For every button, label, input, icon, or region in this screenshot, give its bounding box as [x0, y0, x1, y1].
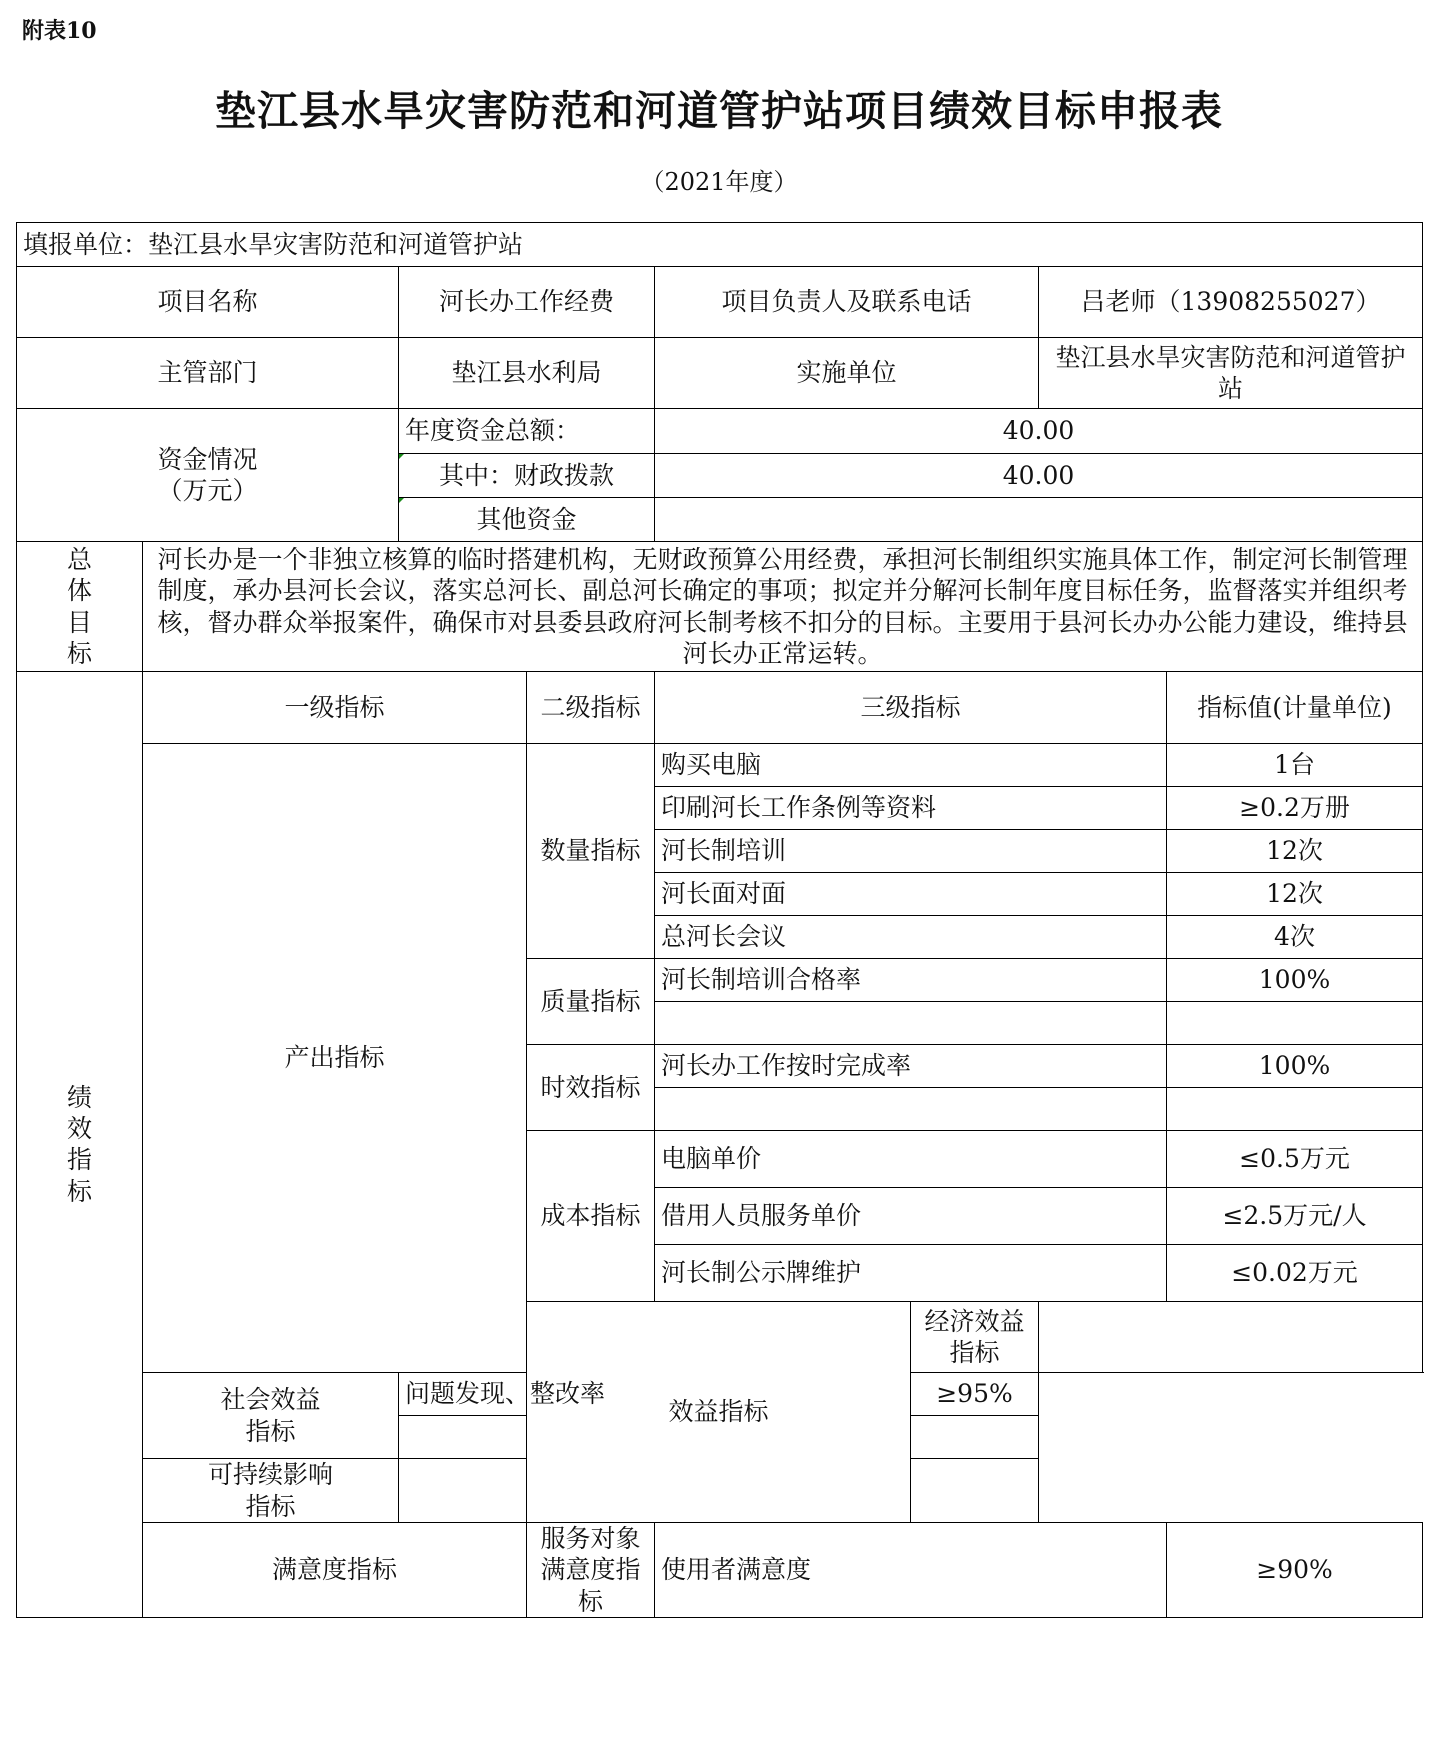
funds-total-value: 40.00: [655, 409, 1423, 454]
header-level2: 二级指标: [527, 672, 655, 744]
funds-other-label: 其他资金: [399, 498, 655, 542]
timeliness-indicators: 时效指标: [527, 1045, 655, 1131]
economic-benefit-indicators: 经济效益 指标: [911, 1302, 1039, 1373]
indicator-value: [911, 1459, 1039, 1523]
indicator-name: 河长制培训合格率: [655, 959, 1167, 1002]
indicator-name: 河长办工作按时完成率: [655, 1045, 1167, 1088]
form-title: 垫江县水旱灾害防范和河道管护站项目绩效目标申报表: [215, 87, 1223, 135]
benefit-indicators: 效益指标: [527, 1302, 911, 1523]
dept-label: 主管部门: [17, 338, 399, 409]
quantity-indicators: 数量指标: [527, 744, 655, 959]
indicator-value: ≤0.5万元: [1167, 1131, 1423, 1188]
overall-goal-text: 河长办是一个非独立核算的临时搭建机构，无财政预算公用经费，承担河长制组织实施具体工作，制定河长制管理制度，承办县河长会议，落实总河长、副总河长确定的事项；拟定并分解河长制年度目标任务，监督落实并组织考核，督办群众举报案件，确保市对县委县政府河长制考核不扣分的目标。主要用于县河长办办公能力建设，维持县河长办正常运转。: [143, 542, 1423, 672]
indicator-name: 电脑单价: [655, 1131, 1167, 1188]
header-level3: 三级指标: [655, 672, 1167, 744]
indicator-value: [1167, 1088, 1423, 1131]
indicator-name: [399, 1416, 911, 1459]
indicator-name: 总河长会议: [655, 916, 1167, 959]
performance-indicators-label: 绩 效 指 标: [17, 672, 143, 1618]
indicator-name: 使用者满意度: [655, 1523, 1167, 1618]
indicator-value: [911, 1416, 1039, 1459]
indicator-name: [399, 1459, 911, 1523]
impl-label: 实施单位: [655, 338, 1039, 409]
indicator-name: 河长制培训: [655, 830, 1167, 873]
indicator-value: 4次: [1167, 916, 1423, 959]
quality-indicators: 质量指标: [527, 959, 655, 1045]
project-name-label: 项目名称: [17, 267, 399, 338]
satisfaction-indicators: 满意度指标: [143, 1523, 527, 1618]
header-level1: 一级指标: [143, 672, 527, 744]
indicator-name: 河长面对面: [655, 873, 1167, 916]
indicator-value: 100%: [1167, 1045, 1423, 1088]
indicator-value: 12次: [1167, 873, 1423, 916]
funds-label: [17, 409, 399, 542]
contact-value: 吕老师（13908255027）: [1039, 267, 1423, 338]
performance-form-table: [16, 222, 1423, 1618]
dept-value: 垫江县水利局: [399, 338, 655, 409]
indicator-name: 购买电脑: [655, 744, 1167, 787]
service-satisfaction-indicators: 服务对象 满意度指标: [527, 1523, 655, 1618]
indicator-name: [655, 1002, 1167, 1045]
indicator-value: 1台: [1167, 744, 1423, 787]
indicator-value: ≤0.02万元: [1167, 1245, 1423, 1302]
indicator-value: 100%: [1167, 959, 1423, 1002]
indicator-value: ≤2.5万元/人: [1167, 1188, 1423, 1245]
indicator-name: [1039, 1302, 1423, 1373]
header-value: 指标值(计量单位): [1167, 672, 1423, 744]
project-name: 河长办工作经费: [399, 267, 655, 338]
indicator-name: 河长制公示牌维护: [655, 1245, 1167, 1302]
output-indicators: 产出指标: [143, 744, 527, 1373]
indicator-value: ≥95%: [911, 1373, 1039, 1416]
indicator-value: ≥90%: [1167, 1523, 1423, 1618]
impl-value: 垫江县水旱灾害防范和河道管护站: [1039, 338, 1423, 409]
funds-fiscal-label: 其中：财政拨款: [399, 454, 655, 498]
contact-label: 项目负责人及联系电话: [655, 267, 1039, 338]
indicator-name: 问题发现、整改率: [399, 1373, 911, 1416]
cost-indicators: 成本指标: [527, 1131, 655, 1302]
indicator-value: 12次: [1167, 830, 1423, 873]
sustainability-indicators: 可持续影响 指标: [143, 1459, 399, 1523]
indicator-value: ≥0.2万册: [1167, 787, 1423, 830]
funds-fiscal-value: 40.00: [655, 454, 1423, 498]
indicator-name: 印刷河长工作条例等资料: [655, 787, 1167, 830]
funds-other-value: [655, 498, 1423, 542]
indicator-value: [1167, 1002, 1423, 1045]
form-year: （2021年度）: [640, 168, 798, 196]
overall-goal-label: 总 体 目 标: [17, 542, 143, 672]
social-benefit-indicators: 社会效益 指标: [143, 1373, 399, 1459]
reporting-unit: 填报单位：垫江县水旱灾害防范和河道管护站: [17, 223, 1423, 267]
indicator-name: [655, 1088, 1167, 1131]
funds-label-line2: （万元）: [157, 476, 258, 505]
annex-label: 附表10: [22, 18, 97, 44]
funds-total-label: 年度资金总额：: [399, 409, 655, 454]
indicator-name: 借用人员服务单价: [655, 1188, 1167, 1245]
funds-label-line1: 资金情况: [157, 444, 258, 474]
